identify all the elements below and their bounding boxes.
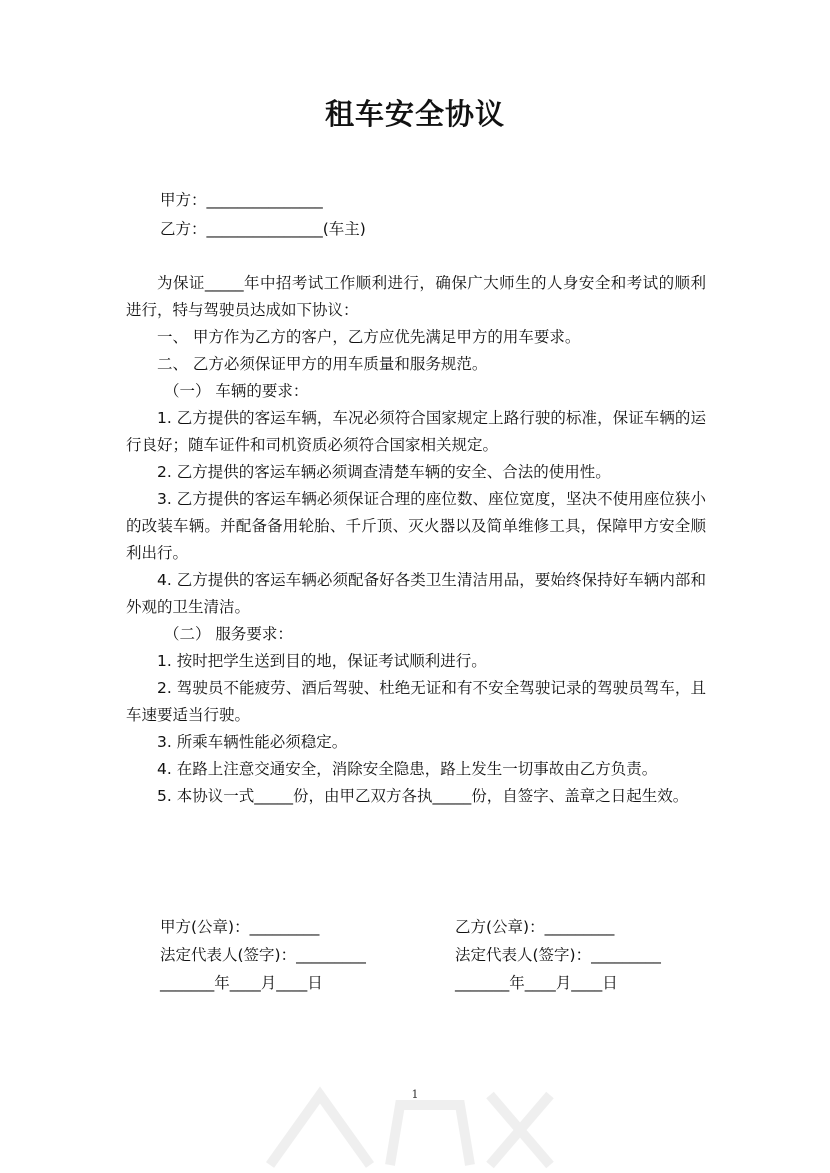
agreement-paragraph: （二） 服务要求： bbox=[164, 625, 293, 643]
document-title: 租车安全协议 bbox=[324, 97, 505, 131]
agreement-paragraph: 5. 本协议一式_____份，由甲乙双方各执_____份，自签字、盖章之日起生效。 bbox=[157, 787, 689, 805]
agreement-paragraph: 2. 乙方提供的客运车辆必须调查清楚车辆的安全、合法的使用性。 bbox=[157, 463, 611, 481]
agreement-paragraph: 4. 乙方提供的客运车辆必须配备好各类卫生清洁用品，要始终保持好车辆内部和外观的卫生清洁。 bbox=[126, 571, 706, 616]
party-a-line: 甲方：_______________ bbox=[160, 191, 323, 209]
agreement-paragraph: 3. 乙方提供的客运车辆必须保证合理的座位数、座位宽度，坚决不使用座位狭小的改装车辆。并配备备用轮胎、千斤顶、灭火器以及简单维修工具，保障甲方安全顺利出行。 bbox=[126, 490, 706, 562]
agreement-paragraph: 一、 甲方作为乙方的客户，乙方应优先满足甲方的用车要求。 bbox=[157, 328, 581, 346]
agreement-paragraph: 1. 按时把学生送到目的地，保证考试顺利进行。 bbox=[157, 652, 487, 670]
agreement-paragraph: （一） 车辆的要求： bbox=[164, 382, 309, 400]
agreement-paragraph: 为保证_____年中招考试工作顺利进行，确保广大师生的人身安全和考试的顺利进行，特与驾驶员达成如下协议： bbox=[126, 274, 706, 319]
party-a-seal: 甲方(公章)：_________ bbox=[160, 918, 320, 936]
agreement-paragraph: 3. 所乘车辆性能必须稳定。 bbox=[157, 733, 348, 751]
agreement-paragraph: 二、 乙方必须保证甲方的用车质量和服务规范。 bbox=[157, 355, 488, 373]
party-a-date: _______年____月____日 bbox=[160, 974, 323, 992]
party-a-representative: 法定代表人(签字)：_________ bbox=[160, 946, 366, 964]
agreement-paragraph: 1. 乙方提供的客运车辆，车况必须符合国家规定上路行驶的标准，保证车辆的运行良好；随车证件和司机资质必须符合国家相关规定。 bbox=[126, 409, 706, 454]
watermark-graphic bbox=[250, 1065, 580, 1173]
agreement-paragraph: 2. 驾驶员不能疲劳、酒后驾驶、杜绝无证和有不安全驾驶记录的驾驶员驾车，且车速要适当行驶。 bbox=[126, 679, 706, 724]
agreement-body bbox=[126, 270, 706, 810]
agreement-paragraph: 4. 在路上注意交通安全，消除安全隐患，路上发生一切事故由乙方负责。 bbox=[157, 760, 658, 778]
party-b-line: 乙方：_______________(车主) bbox=[160, 220, 366, 238]
page-number: 1 bbox=[411, 1088, 419, 1101]
party-b-seal: 乙方(公章)：_________ bbox=[455, 918, 615, 936]
party-b-representative: 法定代表人(签字)：_________ bbox=[455, 946, 661, 964]
party-b-date: _______年____月____日 bbox=[455, 974, 618, 992]
